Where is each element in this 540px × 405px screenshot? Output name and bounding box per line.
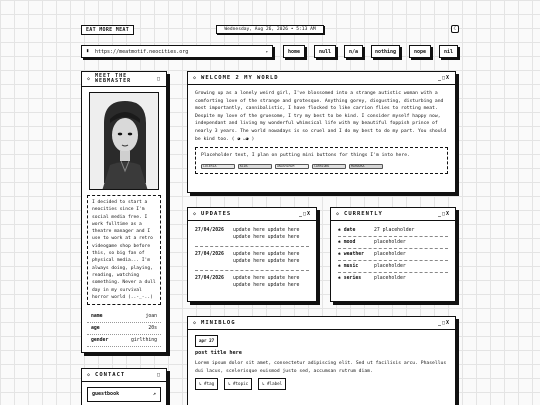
post-tag[interactable]: ↳ #topic	[224, 378, 252, 390]
diamond-icon: ◇	[193, 75, 198, 81]
nav-nothing-button[interactable]: nothing	[371, 45, 400, 58]
window-controls[interactable]: _□X	[298, 211, 311, 217]
welcome-title: WELCOME 2 MY WORLD	[201, 75, 279, 81]
post-body: Lorem ipsum dolor sit amet, consectetur adipiscing elit. Sed ut facilisis arcu. Phasellus dui lacus, scelerisque euismod justo sed, accumsan rutrum diam.	[195, 361, 447, 374]
update-row: 27/04/2026 update here update here update here update here	[195, 275, 300, 289]
currently-row-series: ✱ series placeholder	[338, 273, 448, 284]
currently-row-music: ✱ music placeholder	[338, 261, 448, 273]
contact-titlebar	[82, 369, 166, 382]
nav-nope-button[interactable]: nope	[409, 45, 431, 58]
post-tag[interactable]: ↳ #tag	[195, 378, 218, 390]
mini-button[interactable]: MAHOUKA	[349, 164, 383, 169]
window-controls[interactable]: _□X	[437, 320, 450, 326]
contact-panel	[81, 368, 167, 405]
update-row: 27/04/2026 update here update here update here update here	[195, 223, 309, 247]
lock-icon: ▮	[86, 48, 90, 54]
updates-titlebar	[188, 208, 316, 221]
diamond-icon: ◇	[87, 372, 92, 378]
url-bar[interactable]	[81, 45, 273, 58]
external-link-icon: ↗	[152, 391, 156, 397]
webmaster-bio: I decided to start a neocities since I'm social media free. I work fulltime as a theatre manager and I use to work at a retro videogame shop before this, so big fan of physical media... I'm always doing, playing, reading, watching something. Never a dull day in my survival horror world (..-_-..)	[87, 195, 161, 305]
welcome-text: Growing up as a lonely weird girl, I've blossomed into a strange autistic woman with a comforting love of the strange and grotesque. Anything gorey, disgusting, disturbing and most importantly, cannibalistic, I have flocked to like carrion flies to rotting meat. Despite my love of the gruesome, I try my best to be kind. I consider myself happy now, independant and living my wonderful whimsical life with my beautiful foppish prince of nearly 3 years. The world nowadays is so cruel and I do my best to do my part. You should be kind too. ( ◕ ᴗ◕ )	[195, 91, 447, 142]
currently-row-date: ✱ date 27 placeholder	[338, 225, 448, 237]
post-tag[interactable]: ↳ #label	[258, 378, 286, 390]
miniblog-window	[187, 316, 456, 405]
mini-buttons-box	[195, 147, 448, 174]
currently-title: CURRENTLY	[344, 211, 383, 217]
guestbook-link[interactable]: guestbook ↗	[87, 387, 161, 402]
update-row: 27/04/2026 update here update here update here update here	[195, 247, 309, 271]
currently-row-weather: ✱ weather placeholder	[338, 249, 448, 261]
currently-titlebar	[331, 208, 455, 221]
diamond-icon: ◇	[193, 211, 198, 217]
site-logo[interactable]: EAT MORE MEAT	[81, 25, 134, 35]
window-controls[interactable]: □	[156, 76, 161, 82]
nav-na-button[interactable]: n/a	[344, 45, 363, 58]
nav-nil-button[interactable]: nil	[439, 45, 458, 58]
fact-row-age: age 20s	[87, 323, 161, 335]
updates-window	[187, 207, 317, 302]
welcome-window	[187, 71, 456, 193]
nav-null-button[interactable]: null	[314, 45, 336, 58]
mini-button[interactable]: CARRIONS	[312, 164, 346, 169]
post-date-badge: apr 27	[195, 335, 218, 347]
moon-icon[interactable]: ☾	[451, 25, 459, 33]
miniblog-titlebar	[188, 317, 455, 330]
mini-button[interactable]: KIDS	[238, 164, 272, 169]
avatar	[89, 92, 159, 190]
webmaster-titlebar	[82, 72, 166, 87]
window-controls[interactable]: _□X	[437, 75, 450, 81]
diamond-icon: ◇	[87, 76, 92, 82]
datetime-display: Wednesday, Aug 26, 2026 • 5:13 AM	[216, 25, 324, 34]
miniblog-title: MINIBLOG	[201, 320, 236, 326]
contact-title: CONTACT	[95, 372, 126, 378]
fact-row-name: name joan	[87, 311, 161, 323]
mini-button[interactable]: ANASHIROM	[275, 164, 309, 169]
placeholder-text: Placeholder text, I plan on putting mini buttons for things I'm into here.	[201, 153, 410, 159]
fact-row-gender: gender girlthing	[87, 335, 161, 347]
currently-window	[330, 207, 456, 302]
diamond-icon: ◇	[193, 320, 198, 326]
mini-button[interactable]: LUCERIA	[201, 164, 235, 169]
currently-row-mood: ✱ mood placeholder	[338, 237, 448, 249]
nav-home-button[interactable]: home	[283, 45, 305, 58]
post-title[interactable]: post title here	[195, 349, 242, 356]
webmaster-panel	[81, 71, 167, 353]
chevron-down-icon[interactable]: ▾	[265, 49, 268, 54]
diamond-icon: ◇	[336, 211, 341, 217]
updates-title: UPDATES	[201, 211, 232, 217]
window-controls[interactable]: □	[156, 372, 161, 378]
url-text: https://meatmotif.neocities.org	[95, 48, 189, 55]
webmaster-title: MEET THE WEBMASTER	[95, 73, 132, 84]
window-controls[interactable]: _□X	[437, 211, 450, 217]
welcome-titlebar	[188, 72, 455, 85]
